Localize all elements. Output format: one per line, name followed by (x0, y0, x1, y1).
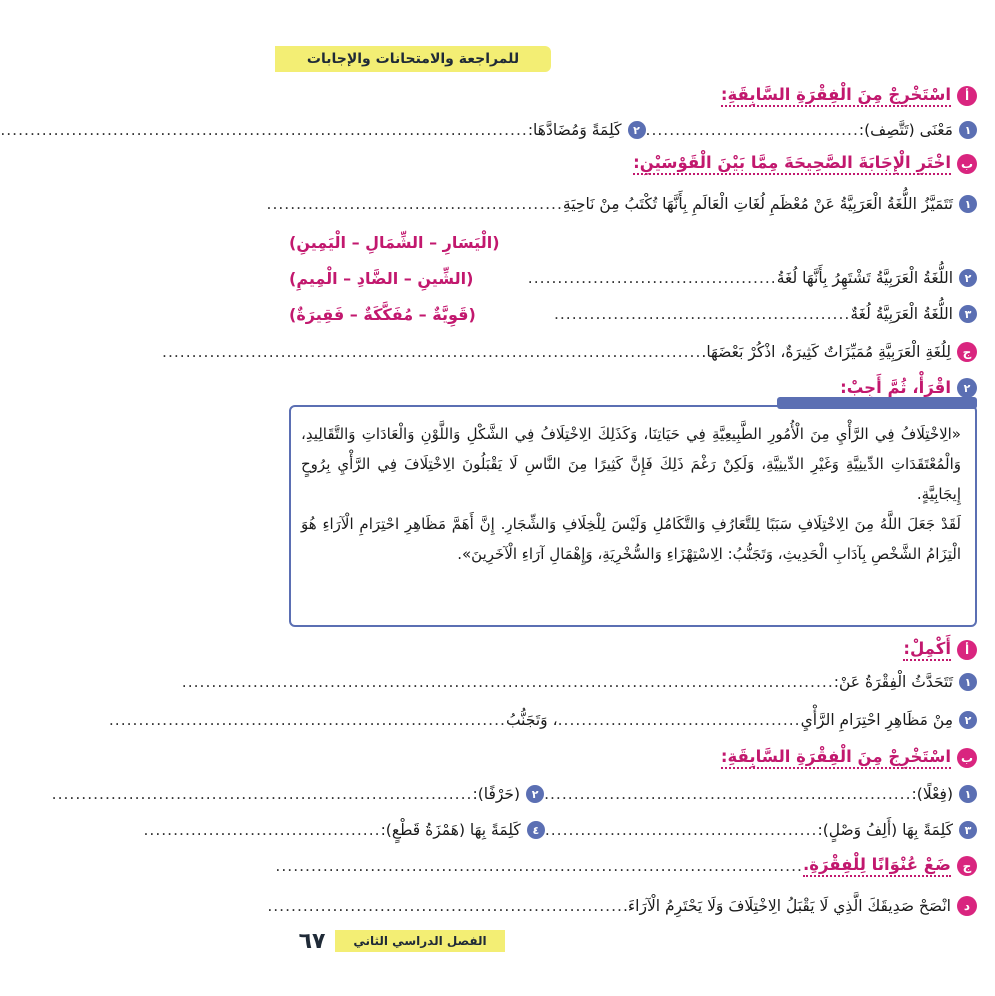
item-number-badge: ١ (959, 195, 977, 213)
answer-blank[interactable]: .................................................. (553, 305, 851, 323)
answer-blank[interactable]: ......................................................................................... (0, 121, 528, 139)
section-b1-title: اخْتَرِ الْإِجَابَةَ الصَّحِيحَةَ مِمَّا بَيْنَ الْقَوْسَيْنِ: (633, 153, 951, 175)
b1-q3-text: اللُّغَةُ الْعَرَبِيَّةُ لُغَةٌ (850, 305, 953, 323)
section-a1-title: اسْتَخْرِجْ مِنَ الْفِقْرَةِ السَّابِقَةِ: (721, 85, 951, 107)
section-c1-badge: ج (957, 342, 977, 362)
b1-q3-choices: (قَوِيَّةٌ – مُفَكَّكَةٌ – فَقِيرَةٌ) (289, 304, 476, 324)
item-number-badge: ٢ (959, 711, 977, 729)
answer-blank[interactable]: .......................................... (527, 269, 777, 287)
a2-item2-text: مِنْ مَظَاهِرِ احْتِرَامِ الرَّأْيِ (800, 711, 953, 729)
section-d2-badge: د (957, 896, 977, 916)
part-2-title: اقْرَأْ، ثُمَّ أَجِبْ: (840, 378, 951, 397)
b2-item1-text: (فِعْلًا): (911, 785, 953, 803)
b2-items-row-1 (51, 778, 977, 810)
section-c2-text: ضَعْ عُنْوَانًا لِلْفِقْرَةِ. (803, 855, 951, 877)
b1-q1-text: تَتَمَيَّزُ اللُّغَةُ الْعَرَبِيَّةُ عَنْ مُعْظَمِ لُغَاتِ الْعَالَمِ بِأَنَّهَا تُكْتَبُ مِنْ نَاحِيَةِ (562, 195, 953, 213)
series-header-text: للمراجعة والامتحانات والإجابات (306, 51, 520, 67)
answer-blank[interactable]: ........................................ (143, 821, 381, 839)
item-number-badge: ٤ (527, 821, 545, 839)
section-a2-title: أَكْمِلْ: (903, 639, 951, 661)
b1-question-1-choices (289, 226, 977, 258)
term-label (335, 930, 505, 952)
section-a2-heading (289, 634, 977, 666)
a2-item2-mid: ، وَتَجَنُّبُ (505, 711, 558, 729)
answer-blank[interactable]: .................................................. (266, 195, 563, 213)
item-number-badge: ١ (959, 673, 977, 691)
item-number-badge: ٢ (959, 269, 977, 287)
answer-blank[interactable]: ......................................................................................... (275, 857, 803, 875)
answer-blank[interactable]: ......................................... (557, 711, 801, 729)
b2-item4-text: كَلِمَةً بِهَا (هَمْزَةُ قَطْعٍ): (380, 821, 521, 839)
section-c2-badge: ج (957, 856, 977, 876)
passage-paragraph-2: لَقَدْ جَعَلَ اللَّهُ مِنَ الِاخْتِلَافِ سَبَبًا لِلتَّعَارُفِ وَالتَّكَامُلِ وَلَيْسَ لِلْخِلَافِ وَالشِّجَارِ. إِنَّ أَهَمَّ مَظَاهِرِ احْتِرَامِ الْآرَاءِ هُوَ الْتِزَامُ الشَّخْصِ بِآدَابِ الْحَدِيثِ، وَتَجَنُّبُ: الِاسْتِهْزَاءِ وَالسُّخْرِيَةِ، وَإِهْمَالِ آرَاءِ الْآخَرِينَ». (301, 515, 961, 563)
b1-question-3 (289, 298, 977, 330)
series-header (275, 46, 551, 72)
section-d2-text: انْصَحْ صَدِيقَكَ الَّذِي لَا يَقْبَلُ الِاخْتِلَافَ وَلَا يَحْتَرِمُ الْآرَاءَ. (622, 897, 951, 915)
b1-question-2 (289, 262, 977, 294)
part-2-badge: ٢ (957, 378, 977, 398)
passage-tab-decoration (777, 397, 977, 409)
answer-blank[interactable]: ........................................................................................... (162, 343, 702, 361)
answer-blank[interactable]: ................................................................... (108, 711, 506, 729)
b2-items-row-2 (143, 814, 977, 846)
section-c2 (275, 850, 977, 882)
section-c1 (162, 336, 977, 368)
b2-item2-text: (حَرْفًا): (472, 785, 521, 803)
item-number-badge: ١ (959, 121, 977, 139)
item-number-badge: ١ (959, 785, 977, 803)
answer-blank[interactable]: .................................... (645, 121, 859, 139)
reading-passage (289, 405, 977, 627)
section-b2-title: اسْتَخْرِجْ مِنَ الْفِقْرَةِ السَّابِقَةِ: (721, 747, 951, 769)
item-number-badge: ٢ (526, 785, 544, 803)
answer-blank[interactable]: .............................................................. (544, 785, 912, 803)
section-a1-badge: أ (957, 86, 977, 106)
section-b2-heading (289, 742, 977, 774)
a2-item-2 (108, 704, 977, 736)
a2-item-1 (181, 666, 977, 698)
b1-q2-choices: (الشِّينِ – الضَّادِ – الْمِيمِ) (289, 268, 474, 288)
passage-paragraph-1: «الِاخْتِلَافُ فِي الرَّأْيِ مِنَ الْأُمُورِ الطَّبِيعِيَّةِ فِي حَيَاتِنَا، وَكَذَلِكَ الِاخْتِلَافُ فِي الشَّكْلِ وَاللَّوْنِ وَالْعَادَاتِ وَالتَّقَالِيدِ، وَالْمُعْتَقَدَاتِ الدِّينِيَّةِ وَغَيْرِ الدِّينِيَّةِ، وَلَكِنْ رَغْمَ ذَلِكَ فَإِنَّ كَثِيرًا مِنَ النَّاسِ لَا يَقْبَلُونَ الِاخْتِلَافَ فِي الرَّأْيِ بِرُوحٍ إِيجَابِيَّةٍ. (301, 425, 961, 503)
b1-q1-choices: (الْيَسَارِ – الشِّمَالِ – الْيَمِينِ) (289, 232, 500, 252)
answer-blank[interactable]: .............................................................................................................. (181, 673, 834, 691)
section-a1-items (0, 114, 977, 146)
section-b2-badge: ب (957, 748, 977, 768)
answer-blank[interactable]: .............................................. (544, 821, 818, 839)
b1-q2-text: اللُّغَةُ الْعَرَبِيَّةُ تَشْتَهِرُ بِأَنَّهَا لُغَةُ (776, 269, 953, 287)
page-number: ٦٧ (298, 928, 326, 954)
section-b1-badge: ب (957, 154, 977, 174)
item-number-badge: ٢ (628, 121, 646, 139)
a2-item1-text: تَتَحَدَّثُ الْفِقْرَةُ عَنْ: (833, 673, 953, 691)
answer-blank[interactable]: ....................................................................... (51, 785, 473, 803)
answer-blank[interactable]: ............................................................ (267, 897, 623, 915)
item-number-badge: ٣ (959, 305, 977, 323)
term-label-text: الفصل الدراسي الثاني (353, 934, 487, 948)
a1-item2-text: كَلِمَةً وَمُضَادَّهَا: (527, 121, 622, 139)
b2-item3-text: كَلِمَةً بِهَا (أَلِفُ وَصْلٍ): (817, 821, 953, 839)
a1-item1-text: مَعْنَى (تَتَّصِف): (858, 121, 953, 139)
section-a2-badge: أ (957, 640, 977, 660)
section-b1-heading (289, 148, 977, 180)
b1-question-1 (266, 188, 977, 220)
item-number-badge: ٣ (959, 821, 977, 839)
section-c1-text: لِلُغَةِ الْعَرَبِيَّةِ مُمَيِّزَاتٌ كَثِيرَةٌ، اذْكُرْ بَعْضَهَا. (701, 343, 951, 361)
section-d2 (267, 890, 977, 922)
section-a1-heading (289, 80, 977, 112)
